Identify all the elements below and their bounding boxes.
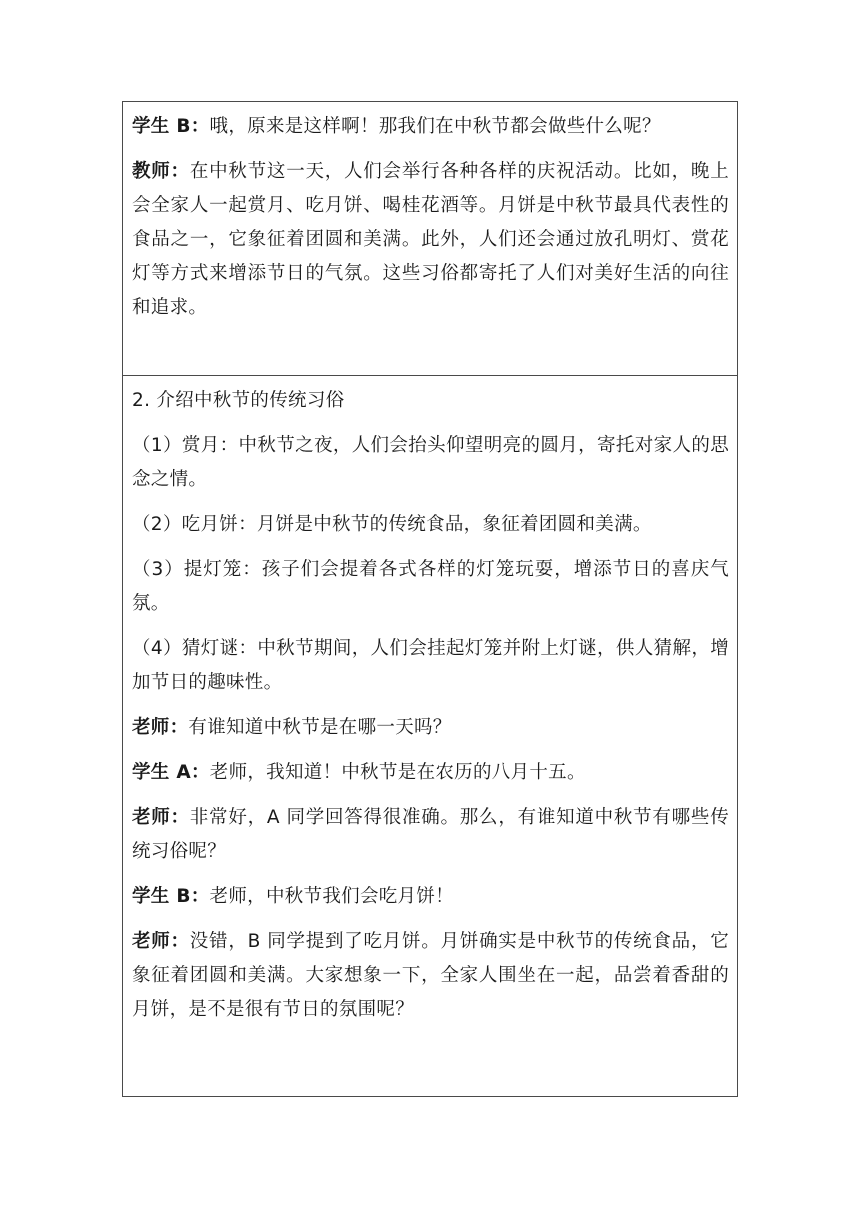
speaker-label: 老师：	[132, 717, 189, 738]
dialogue-line	[132, 756, 729, 790]
speaker-label: 学生 B：	[132, 116, 210, 137]
speaker-label: 教师：	[132, 161, 190, 182]
speaker-label: 老师：	[132, 807, 190, 828]
speaker-label: 学生 B：	[132, 886, 210, 907]
custom-item: （3）提灯笼：孩子们会提着各式各样的灯笼玩耍，增添节日的喜庆气氛。	[132, 559, 729, 614]
dialogue-line	[132, 880, 729, 914]
table-cell-customs	[123, 376, 737, 1096]
dialogue-text: 有谁知道中秋节是在哪一天吗？	[188, 717, 452, 738]
lesson-table	[122, 101, 738, 1097]
custom-item: （4）猜灯谜：中秋节期间，人们会挂起灯笼并附上灯谜，供人猜解，增加节日的趣味性。	[132, 638, 729, 693]
dialogue-text: 老师，中秋节我们会吃月饼！	[209, 886, 454, 907]
dialogue-line	[132, 925, 729, 1027]
dialogue-text: 老师，我知道！中秋节是在农历的八月十五。	[209, 762, 586, 783]
table-cell-dialogue	[123, 102, 737, 376]
speaker-label: 老师：	[132, 931, 190, 952]
custom-item: （2）吃月饼：月饼是中秋节的传统食品，象征着团圆和美满。	[132, 514, 652, 535]
dialogue-line	[132, 801, 729, 869]
speaker-label: 学生 A：	[132, 762, 210, 783]
dialogue-text: 哦，原来是这样啊！那我们在中秋节都会做些什么呢？	[209, 116, 661, 137]
dialogue-text: 非常好，A 同学回答得很准确。那么，有谁知道中秋节有哪些传统习俗呢？	[132, 807, 729, 862]
dialogue-line	[132, 155, 729, 325]
dialogue-text: 没错，B 同学提到了吃月饼。月饼确实是中秋节的传统食品，它象征着团圆和美满。大家想象一下，全家人围坐在一起，品尝着香甜的月饼，是不是很有节日的氛围呢？	[132, 931, 730, 1020]
dialogue-line	[132, 711, 729, 745]
section-heading: 2. 介绍中秋节的传统习俗	[132, 390, 345, 411]
dialogue-line	[132, 102, 729, 144]
custom-item: （1）赏月：中秋节之夜，人们会抬头仰望明亮的圆月，寄托对家人的思念之情。	[132, 435, 729, 490]
dialogue-text: 在中秋节这一天，人们会举行各种各样的庆祝活动。比如，晚上会全家人一起赏月、吃月饼、喝桂花酒等。月饼是中秋节最具代表性的食品之一，它象征着团圆和美满。此外，人们还会通过放孔明灯、赏花灯等方式来增添节日的气氛。这些习俗都寄托了人们对美好生活的向往和追求。	[132, 161, 729, 318]
